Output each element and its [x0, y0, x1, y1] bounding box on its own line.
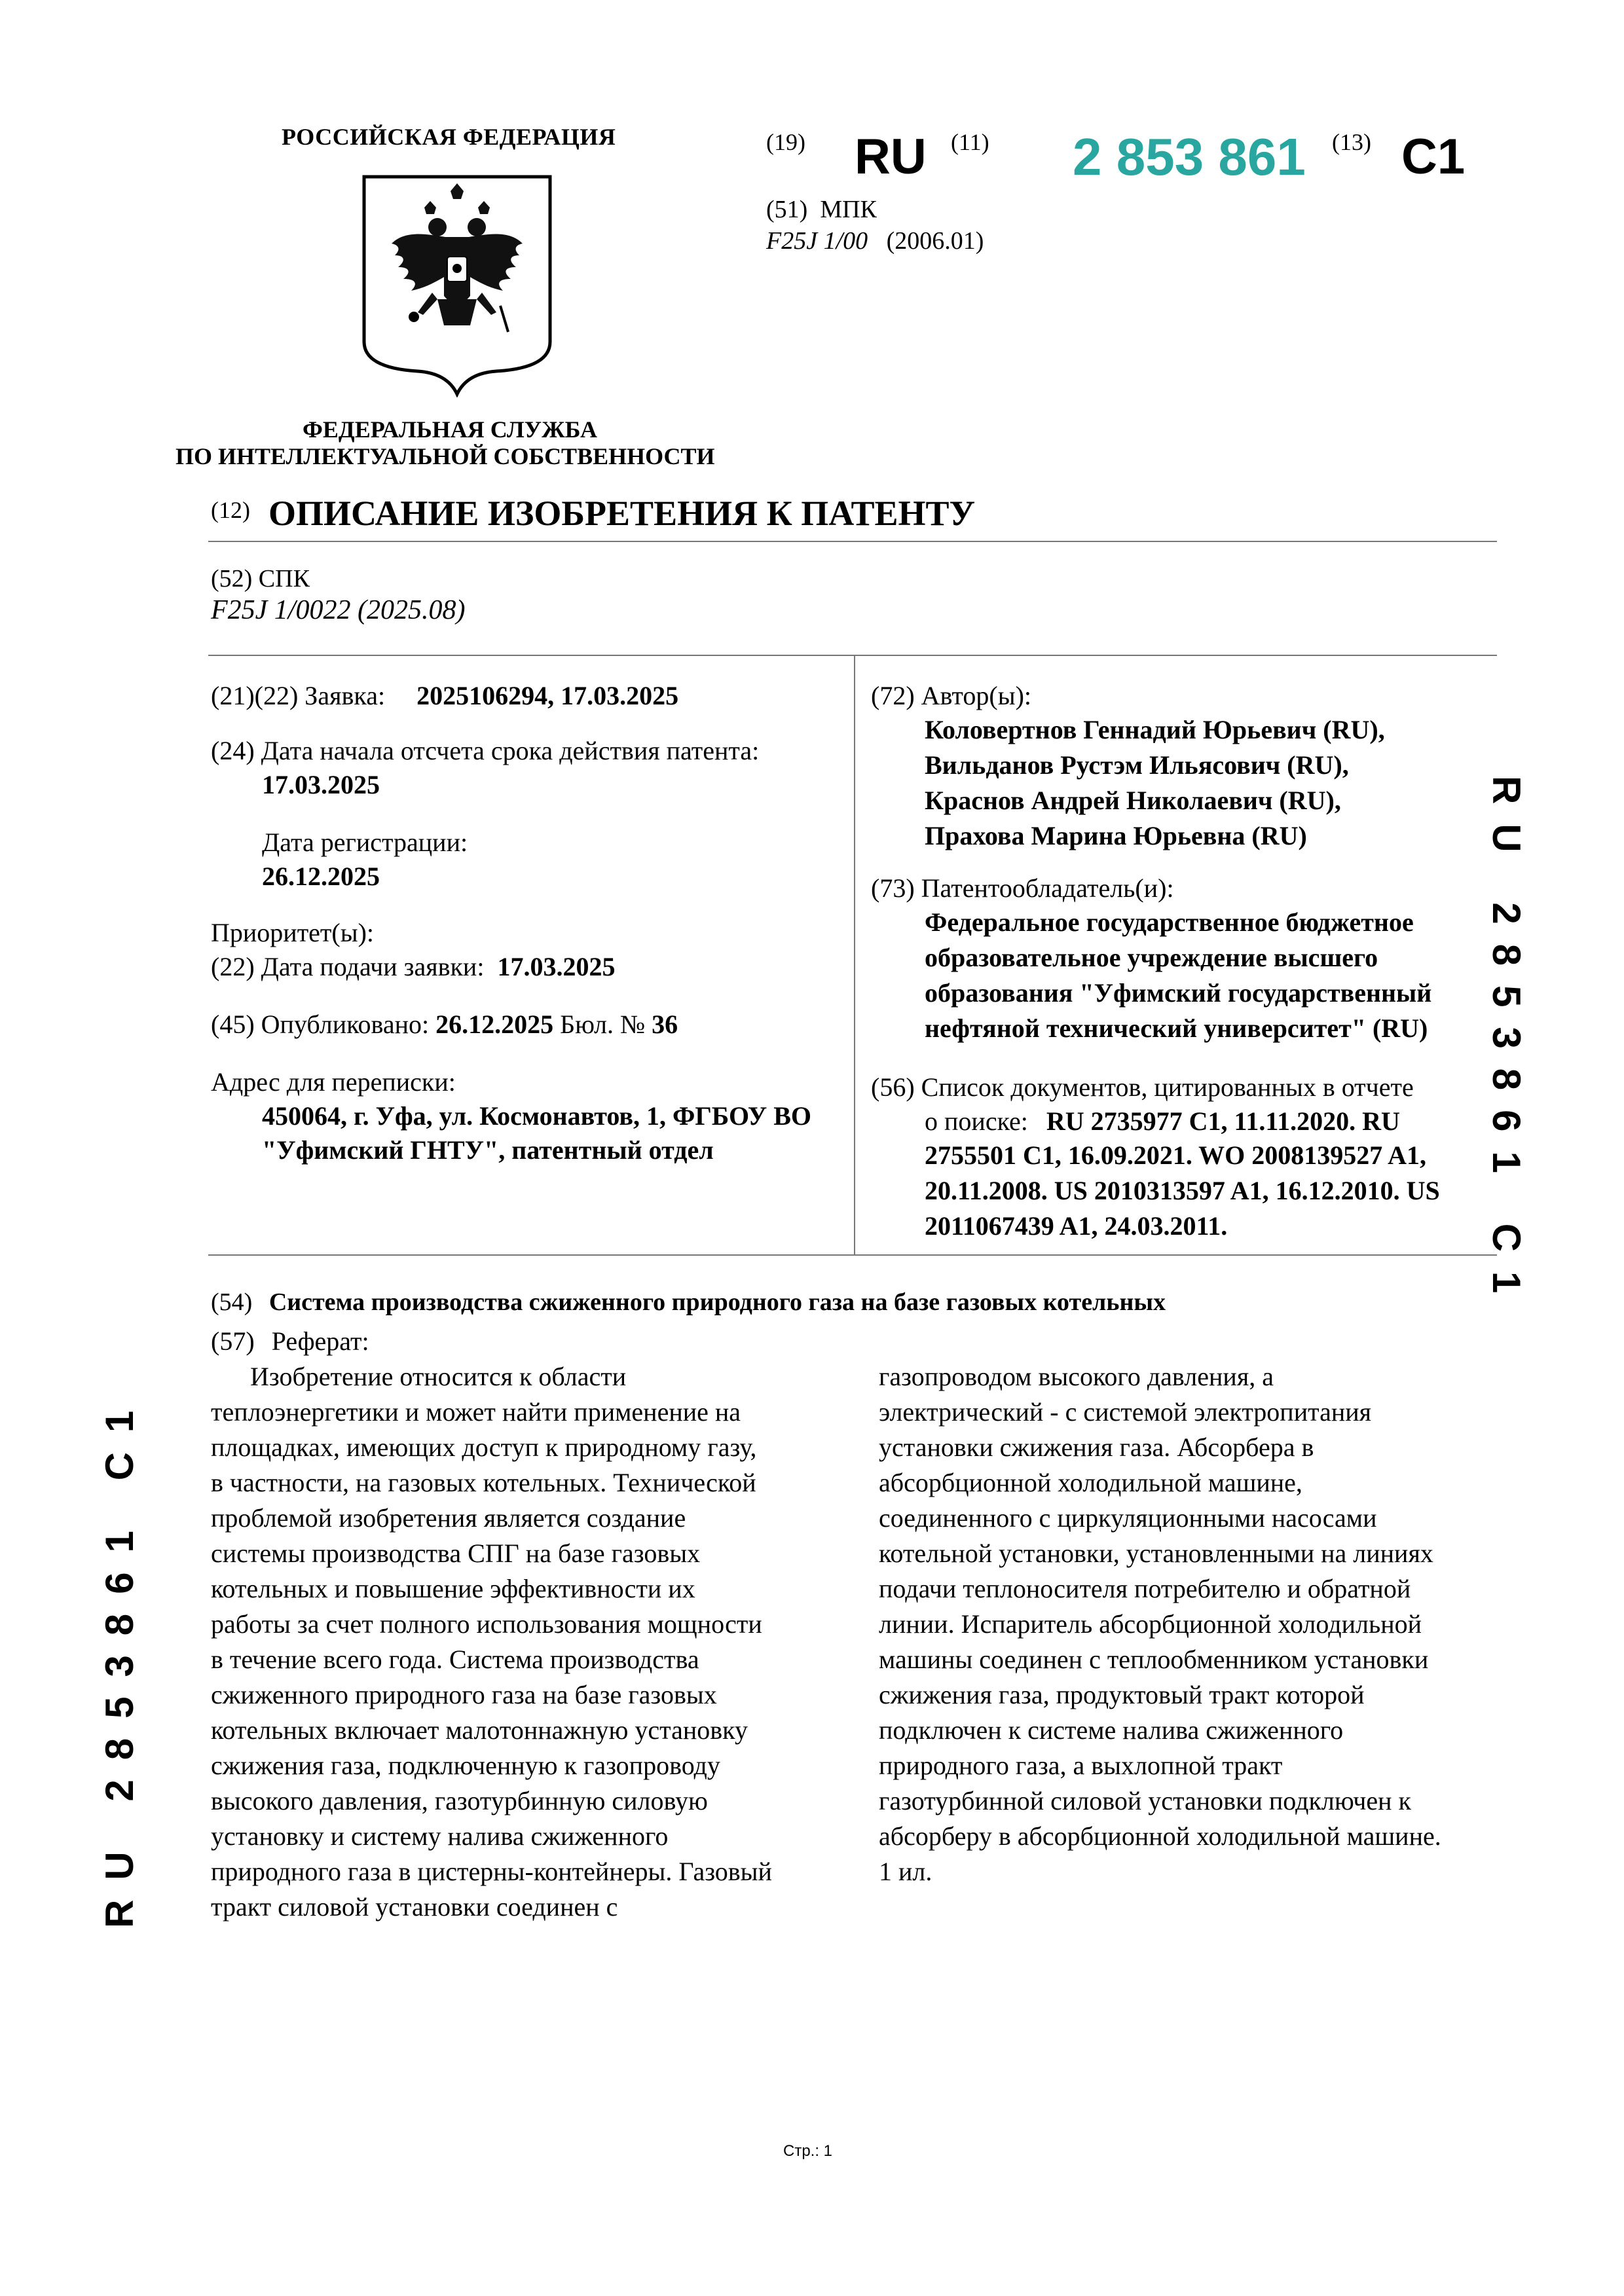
- abstract-line: электрический - с системой электропитания: [879, 1397, 1372, 1427]
- priority-label: Приоритет(ы):: [211, 918, 375, 947]
- abstract-line: котельных и повышение эффективности их: [211, 1574, 695, 1603]
- holder-line: образовательное учреждение высшего: [925, 943, 1378, 972]
- abstract-line: сжиженного природного газа на базе газовых: [211, 1680, 717, 1709]
- term-label: (24) Дата начала отсчета срока действия патента:: [211, 736, 760, 765]
- document-title: ОПИСАНИЕ ИЗОБРЕТЕНИЯ К ПАТЕНТУ: [268, 494, 976, 533]
- abstract-line: тракт силовой установки соединен с: [211, 1892, 618, 1922]
- address-line2: "Уфимский ГНТУ", патентный отдел: [262, 1135, 714, 1165]
- page-number: Стр.: 1: [783, 2142, 833, 2160]
- author-name: Коловертнов Геннадий Юрьевич (RU),: [925, 715, 1385, 744]
- abstract-line: газопроводом высокого давления, а: [879, 1362, 1274, 1391]
- abstract-line: котельных включает малотоннажную установку: [211, 1715, 748, 1745]
- author-name: Вильданов Рустэм Ильясович (RU),: [925, 750, 1349, 780]
- abstract-line: сжижения газа, подключенную к газопроводу: [211, 1751, 720, 1780]
- cited-line: RU 2735977 C1, 11.11.2020. RU: [1046, 1106, 1400, 1136]
- left-margin-patent-number: RU 2853861 C1: [98, 1391, 141, 1928]
- abstract-line: в течение всего года. Система производства: [211, 1645, 699, 1674]
- patent-number: 2 853 861: [1073, 128, 1306, 186]
- authors-label: (72) Автор(ы):: [871, 681, 1031, 710]
- abstract-line: в частности, на газовых котельных. Технической: [211, 1468, 756, 1497]
- mpk-year: (2006.01): [886, 227, 984, 255]
- abstract-line: котельной установки, установленными на линиях: [879, 1539, 1433, 1568]
- abstract-line: природного газа в цистерны-контейнеры. Газовый: [211, 1857, 772, 1886]
- abstract-line: проблемой изобретения является создание: [211, 1503, 686, 1533]
- application-value: 2025106294, 17.03.2025: [416, 681, 679, 710]
- abstract-line: работы за счет полного использования мощности: [211, 1609, 762, 1639]
- cited-documents-list: [925, 1138, 1440, 1244]
- abstract-line: подачи теплоносителя потребителю и обратной: [879, 1574, 1411, 1603]
- divider-bottom: [208, 1254, 1497, 1256]
- holder-line: Федеральное государственное бюджетное: [925, 907, 1414, 937]
- country-name: РОССИЙСКАЯ ФЕДЕРАЦИЯ: [282, 124, 616, 150]
- author-name: Краснов Андрей Николаевич (RU),: [925, 786, 1341, 815]
- term-value: 17.03.2025: [262, 770, 380, 799]
- cited-search-label: о поиске:: [925, 1106, 1028, 1136]
- abstract-line: теплоэнергетики и может найти применение на: [211, 1397, 741, 1427]
- divider-spk: [208, 655, 1497, 656]
- inid-57: (57): [211, 1326, 255, 1356]
- application-line: [211, 678, 678, 714]
- inid-52: (52) СПК: [211, 565, 310, 592]
- cited-documents-line: [925, 1104, 1400, 1139]
- mpk-classification: [766, 227, 984, 255]
- bulletin-label: Бюл. №: [560, 1010, 646, 1039]
- published-line: [211, 1007, 678, 1042]
- divider-top: [208, 541, 1497, 542]
- abstract-column-right: [879, 1359, 1477, 1889]
- abstract-line: Изобретение относится к области: [250, 1362, 627, 1391]
- inid-19: (19): [766, 129, 805, 155]
- inid-11: (11): [951, 129, 989, 155]
- country-code: RU: [855, 129, 927, 185]
- address-line1: 450064, г. Уфа, ул. Космонавтов, 1, ФГБОУ ВО: [262, 1101, 811, 1131]
- filing-value: 17.03.2025: [497, 952, 616, 981]
- holder-line: нефтяной технический университет" (RU): [925, 1013, 1428, 1043]
- invention-name: Система производства сжиженного природного газа на базе газовых котельных: [268, 1288, 1166, 1316]
- mpk-class: F25J 1/00: [766, 227, 868, 255]
- right-margin-patent-number: RU 2853861 C1: [1485, 776, 1528, 1313]
- abstract-line: 1 ил.: [879, 1857, 932, 1886]
- mpk-label: МПК: [820, 196, 877, 223]
- bulletin-number: 36: [652, 1010, 678, 1039]
- russian-emblem-icon: [359, 172, 555, 397]
- published-label: (45) Опубликовано:: [211, 1010, 430, 1039]
- abstract-line: абсорберу в абсорбционной холодильной машине.: [879, 1821, 1441, 1851]
- abstract-line: сжижения газа, продуктовый тракт которой: [879, 1680, 1365, 1709]
- kind-code: C1: [1401, 129, 1466, 185]
- registration-value: 26.12.2025: [262, 862, 380, 891]
- inid-12: (12): [211, 497, 250, 523]
- filing-label: (22) Дата подачи заявки:: [211, 952, 485, 981]
- abstract-line: установки сжижения газа. Абсорбера в: [879, 1432, 1314, 1462]
- inid-54: (54): [211, 1288, 253, 1316]
- filing-line: [211, 949, 615, 985]
- office-name-line2: ПО ИНТЕЛЛЕКТУАЛЬНОЙ СОБСТВЕННОСТИ: [175, 443, 715, 469]
- abstract-line: подключен к системе налива сжиженного: [879, 1715, 1344, 1745]
- authors-list: [925, 712, 1385, 854]
- abstract-line: площадках, имеющих доступ к природному газу,: [211, 1432, 757, 1462]
- patent-holder: [925, 905, 1431, 1046]
- registration-label: Дата регистрации:: [262, 828, 468, 857]
- cited-line: 2755501 C1, 16.09.2021. WO 2008139527 A1,: [925, 1140, 1426, 1170]
- abstract-line: машины соединен с теплообменником установки: [879, 1645, 1429, 1674]
- abstract-label: Реферат:: [271, 1326, 369, 1356]
- abstract-line: линии. Испаритель абсорбционной холодильной: [879, 1609, 1422, 1639]
- inid-13: (13): [1332, 129, 1371, 155]
- address-label: Адрес для переписки:: [211, 1067, 456, 1097]
- cited-line: 20.11.2008. US 2010313597 A1, 16.12.2010. US: [925, 1176, 1440, 1205]
- abstract-line: высокого давления, газотурбинную силовую: [211, 1786, 708, 1815]
- author-name: Прахова Марина Юрьевна (RU): [925, 821, 1307, 850]
- abstract-heading: [211, 1325, 369, 1358]
- invention-name-line: [211, 1286, 1166, 1319]
- abstract-line: газотурбинной силовой установки подключен к: [879, 1786, 1411, 1815]
- abstract-line: соединенного с циркуляционными насосами: [879, 1503, 1377, 1533]
- cited-line: 2011067439 A1, 24.03.2011.: [925, 1211, 1228, 1241]
- published-value: 26.12.2025: [435, 1010, 554, 1039]
- column-separator: [854, 655, 855, 1254]
- abstract-column-left: [211, 1359, 805, 1925]
- holder-line: образования "Уфимский государственный: [925, 978, 1432, 1008]
- abstract-line: абсорбционной холодильной машине,: [879, 1468, 1302, 1497]
- abstract-line: системы производства СПГ на базе газовых: [211, 1539, 701, 1568]
- spk-classification: F25J 1/0022 (2025.08): [211, 595, 466, 625]
- patent-holder-label: (73) Патентообладатель(и):: [871, 873, 1174, 903]
- application-label: (21)(22) Заявка:: [211, 681, 386, 710]
- cited-documents-label: (56) Список документов, цитированных в отчете: [871, 1072, 1414, 1102]
- inid-51-code: (51): [766, 196, 808, 223]
- inid-51: [766, 195, 877, 224]
- abstract-line: природного газа, а выхлопной тракт: [879, 1751, 1283, 1780]
- abstract-line: установку и систему налива сжиженного: [211, 1821, 669, 1851]
- office-name-line1: ФЕДЕРАЛЬНАЯ СЛУЖБА: [303, 416, 597, 443]
